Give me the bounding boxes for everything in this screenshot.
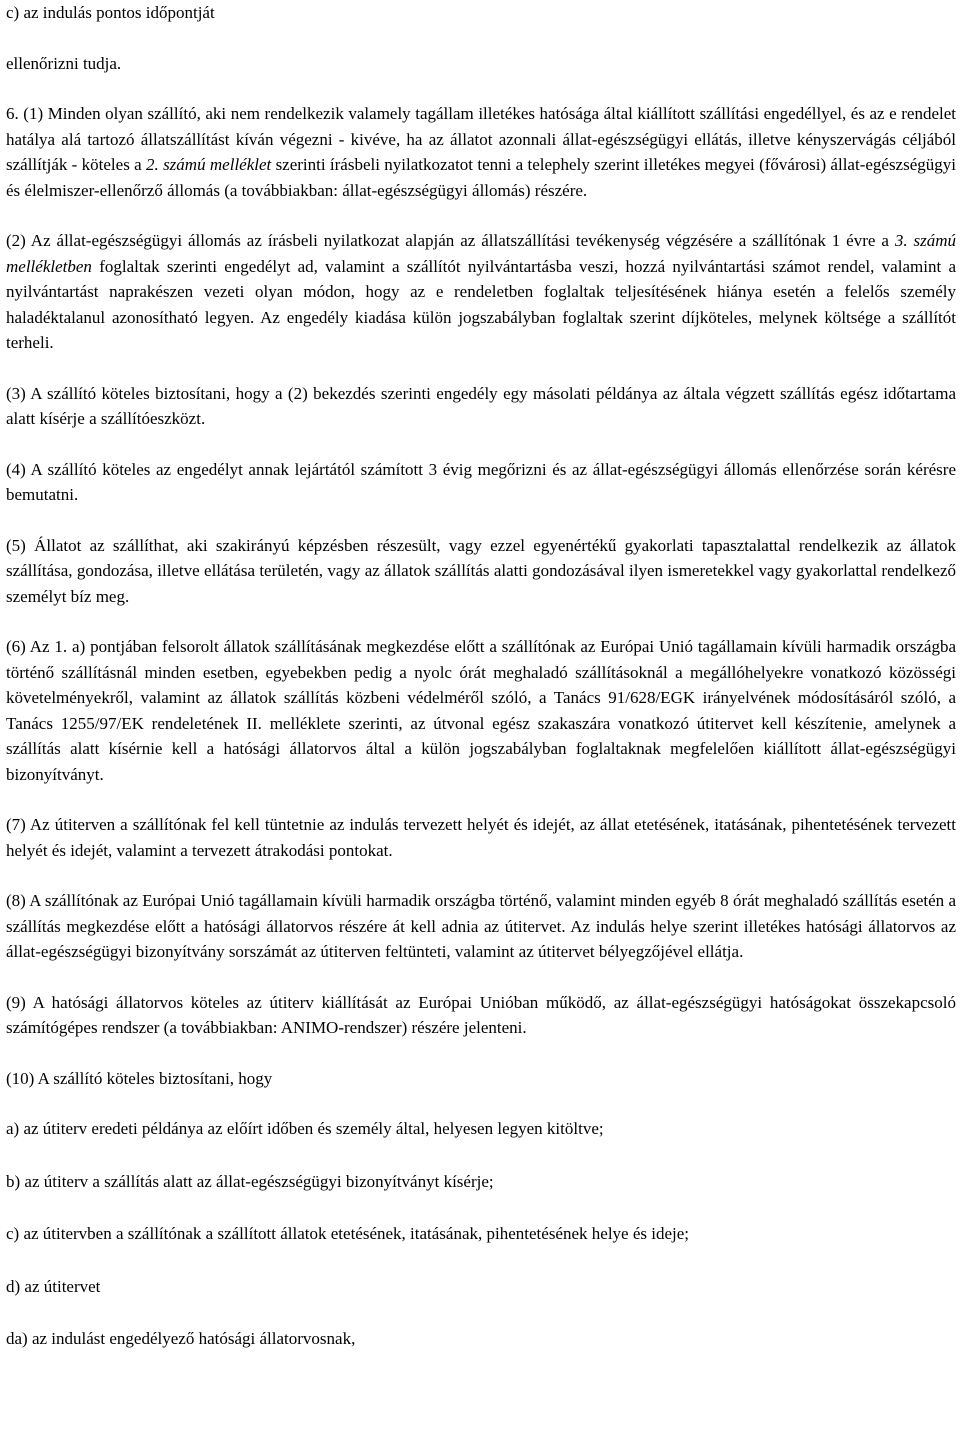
paragraph-text: (10) A szállító köteles biztosítani, hogy: [6, 1068, 273, 1088]
paragraph-6-8: [6, 888, 956, 965]
annex-reference: 3. számú mellékletben: [6, 231, 956, 276]
paragraph-text: (7) Az útiterven a szállítónak fel kell tüntetnie az indulás tervezett helyét és idejét, az állat etetésének, itatásának, pihentetésének tervezett helyét és idejét, valamint a tervezett átrakodási pontokat.: [6, 815, 956, 860]
paragraph-6-2: [6, 228, 956, 356]
paragraph-6-6: [6, 634, 956, 787]
paragraph-text: 6. (1) Minden olyan szállító, aki nem rendelkezik valamely tagállam illetékes hatósága által kiállított szállítási engedéllyel, és az e rendelet hatálya alá tartozó állatszállítást kíván végezni - kivéve, ha az állatot azonnali állat-egészségügyi ellátás, illetve kényszervágás céljából szállítják - köteles a: [6, 104, 956, 174]
list-item-b: [6, 1169, 956, 1195]
paragraph-text: (8) A szállítónak az Európai Unió tagállamain kívüli harmadik országba történő, valamint minden egyéb 8 órát meghaladó szállítás esetén a szállítás megkezdése előtt a hatósági állatorvos részére át kell adnia az útitervet. Az indulás helye szerint illetékes hatósági állatorvos az állat-egészségügyi bizonyítvány sorszámát az útiterven feltünteti, valamint az útitervet bélyegzőjével ellátja.: [6, 891, 956, 961]
paragraph-text: (4) A szállító köteles az engedélyt annak lejártától számított 3 évig megőrizni és az állat-egészségügyi állomás ellenőrzése során kérésre bemutatni.: [6, 459, 956, 504]
paragraph-text: (6) Az 1. a) pontjában felsorolt állatok szállításának megkezdése előtt a szállítónak az Európai Unió tagállamain kívüli harmadik országba történő szállításnál minden esetben, egyebekben pedig a nyolc órát meghaladó szállításoknál a megállóhelyekre vonatkozó közösségi követelményekről, valamint az állatok szállítás közbeni védelméről szóló, a Tanács 91/628/EGK irányelvének módosításáról szóló, a Tanács 1255/97/EK rendeletének II. melléklete szerinti, az útvonal egész szakaszára vonatkozó útitervet kell készítenie, amelynek a szállítás alatt kísérnie kell a hatósági állatorvos által a külön jogszabályban foglaltaknak megfelelően kiállított állat-egészségügyi bizonyítványt.: [6, 637, 956, 784]
paragraph-c-start: [6, 0, 956, 26]
paragraph-text: da) az indulást engedélyező hatósági állatorvosnak,: [6, 1329, 356, 1348]
list-item-c: [6, 1221, 956, 1247]
paragraph-text: c) az útitervben a szállítónak a szállított állatok etetésének, itatásának, pihentetésének helye és ideje;: [6, 1224, 690, 1243]
paragraph-text: (9) A hatósági állatorvos köteles az útiterv kiállítását az Európai Unióban működő, az állat-egészségügyi hatóságokat összekapcsoló számítógépes rendszer (a továbbiakban: ANIMO-rendszer) részére jelenteni.: [6, 992, 956, 1037]
paragraph-c-continued: [6, 51, 956, 77]
paragraph-text: d) az útitervet: [6, 1276, 101, 1296]
paragraph-text: a) az útiterv eredeti példánya az előírt időben és személy által, helyesen legyen kitöltve;: [6, 1119, 604, 1138]
list-item-da: [6, 1326, 956, 1352]
paragraph-6-10: [6, 1066, 956, 1092]
paragraph-text: szerinti írásbeli nyilatkozatot tenni a telephely szerint illetékes megyei (fővárosi) állat-egészségügyi és élelmiszer-ellenőrző állomás (a továbbiakban: állat-egészségügyi állomás) részére.: [6, 155, 956, 200]
paragraph-text: b) az útiterv a szállítás alatt az állat-egészségügyi bizonyítványt kísérje;: [6, 1171, 494, 1191]
list-item-d: [6, 1274, 956, 1300]
paragraph-6-3: [6, 381, 956, 432]
annex-reference: 2. számú melléklet: [146, 155, 272, 174]
paragraph-6-9: [6, 990, 956, 1041]
list-item-a: [6, 1116, 956, 1142]
paragraph-text: (5) Állatot az szállíthat, aki szakirányú képzésben részesült, vagy ezzel egyenértékű gyakorlati tapasztalattal rendelkezik az állatok szállítása, gondozása, illetve ellátása területén, vagy az állatok szállítás alatti gondozásával ilyen ismeretekkel vagy gyakorlattal rendelkező személyt bíz meg.: [6, 535, 956, 606]
paragraph-6-4: [6, 457, 956, 508]
paragraph-text: (3) A szállító köteles biztosítani, hogy a (2) bekezdés szerinti engedély egy másolati példánya az általa végzett szállítás egész időtartama alatt kísérje a szállítóeszközt.: [6, 383, 956, 428]
paragraph-6-5: [6, 533, 956, 610]
paragraph-6-1: [6, 101, 956, 203]
paragraph-text: (2) Az állat-egészségügyi állomás az írásbeli nyilatkozat alapján az állatszállítási tevékenység végzésére a szállítónak 1 évre a: [6, 231, 895, 250]
paragraph-text: c) az indulás pontos időpontját: [6, 3, 215, 22]
paragraph-text: ellenőrizni tudja.: [6, 53, 122, 73]
paragraph-6-7: [6, 812, 956, 863]
paragraph-text: foglaltak szerinti engedélyt ad, valamint a szállítót nyilvántartásba veszi, hozzá nyilvántartási számot rendel, valamint a nyilvántartást naprakészen vezeti olyan módon, hogy az e rendeletben foglaltak teljesítésének hiánya esetén a felelős személy haladéktalanul azonosítható legyen. Az engedély kiadása külön jogszabályban foglaltak szerint díjköteles, melynek költsége a szállítót terheli.: [6, 256, 956, 352]
